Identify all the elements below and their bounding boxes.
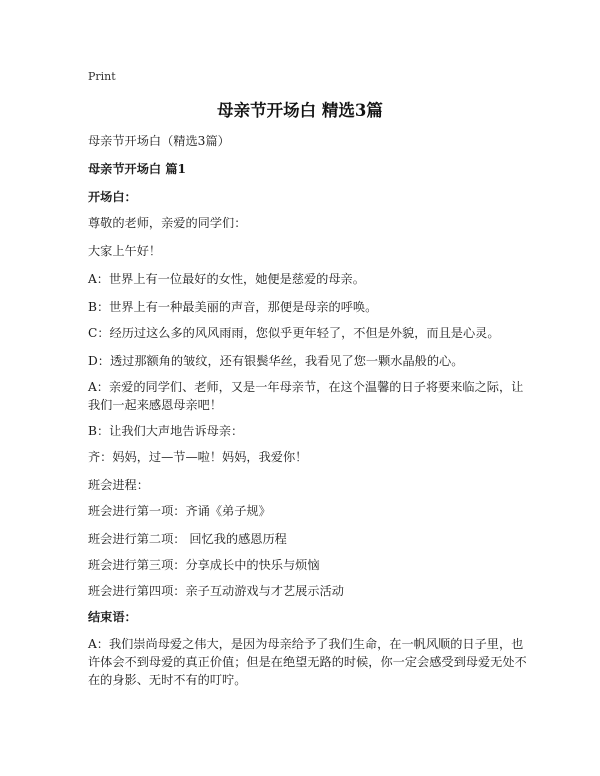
closing-line: A：我们崇尚母爱之伟大，是因为母亲给予了我们生命，在一帆风顺的日子里，也 xyxy=(88,637,524,651)
opening-label: 开场白： xyxy=(88,190,137,204)
body-line: 班会进程： xyxy=(88,478,149,492)
body-line: 班会进行第四项：亲子互动游戏与才艺展示活动 xyxy=(88,584,344,598)
body-line: 大家上午好！ xyxy=(88,244,162,258)
section-heading: 母亲节开场白 篇1 xyxy=(88,162,187,176)
body-line: D：透过那额角的皱纹，还有银鬓华丝，我看见了您一颗水晶般的心。 xyxy=(88,354,464,368)
closing-label: 结束语： xyxy=(88,610,137,624)
paragraph-a-line: 我们一起来感恩母亲吧！ xyxy=(88,398,223,412)
print-label[interactable]: Print xyxy=(88,70,116,83)
body-line: A：世界上有一位最好的女性，她便是慈爱的母亲。 xyxy=(88,272,365,286)
closing-line: 在的身影、无时不有的叮咛。 xyxy=(88,673,247,687)
body-line: B：世界上有一种最美丽的声音，那便是母亲的呼唤。 xyxy=(88,300,378,314)
body-line: 尊敬的老师，亲爱的同学们： xyxy=(88,216,247,230)
paragraph-a-line: A：亲爱的同学们、老师，又是一年母亲节，在这个温馨的日子将要来临之际，让 xyxy=(88,380,524,394)
body-line: C：经历过这么多的风风雨雨，您似乎更年轻了，不但是外貌，而且是心灵。 xyxy=(88,326,500,340)
body-line: 班会进行第三项：分享成长中的快乐与烦恼 xyxy=(88,558,320,572)
subtitle: 母亲节开场白（精选3篇） xyxy=(88,134,230,148)
closing-line: 许体会不到母爱的真正价值；但是在绝望无路的时候，你一定会感受到母爱无处不 xyxy=(88,655,527,669)
body-line: 齐：妈妈，过—节—啦！妈妈，我爱你！ xyxy=(88,450,308,464)
body-line: B：让我们大声地告诉母亲： xyxy=(88,424,244,438)
body-line: 班会进行第一项：齐诵《弟子规》 xyxy=(88,504,271,518)
body-line: 班会进行第二项： 回忆我的感恩历程 xyxy=(88,532,287,546)
document-title: 母亲节开场白 精选3篇 xyxy=(217,101,383,120)
